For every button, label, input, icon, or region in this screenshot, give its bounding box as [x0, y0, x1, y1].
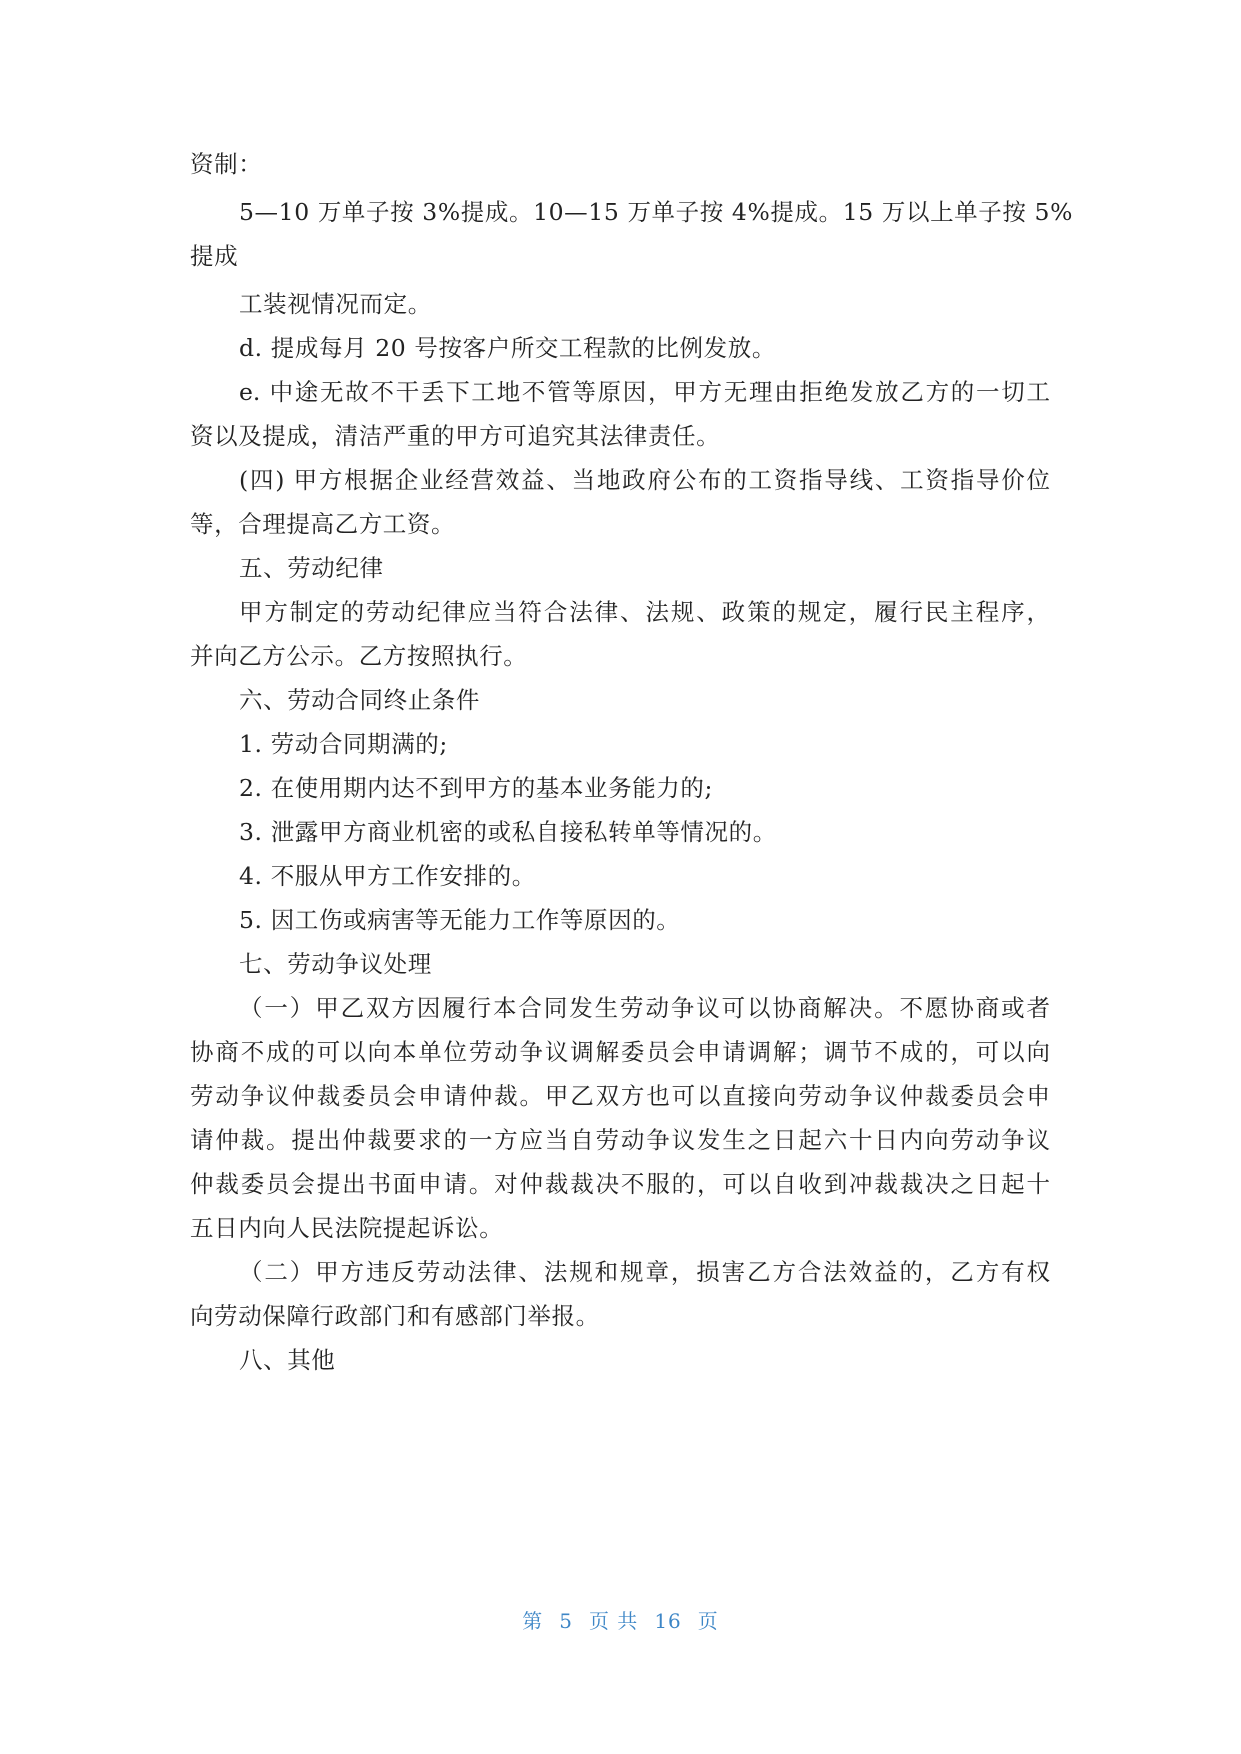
list-item: 2. 在使用期内达不到甲方的基本业务能力的; — [239, 774, 714, 802]
text-line: 请仲裁。提出仲裁要求的一方应当自劳动争议发生之日起六十日内向劳动争议 — [190, 1126, 1050, 1154]
text-line: 5—10 万单子按 3%提成。10—15 万单子按 4%提成。15 万以上单子按 5% — [239, 198, 1074, 226]
text-line: （二）甲方违反劳动法律、法规和规章，损害乙方合法效益的，乙方有权 — [239, 1258, 1050, 1286]
text-line: 甲方制定的劳动纪律应当符合法律、法规、政策的规定，履行民主程序， — [239, 598, 1050, 626]
section-heading: 八、其他 — [239, 1346, 336, 1374]
section-heading: 六、劳动合同终止条件 — [239, 686, 480, 714]
list-item: 5. 因工伤或病害等无能力工作等原因的。 — [239, 906, 681, 934]
text-line: d. 提成每月 20 号按客户所交工程款的比例发放。 — [239, 334, 776, 362]
text-line: 五日内向人民法院提起诉讼。 — [190, 1214, 504, 1242]
text-line: 向劳动保障行政部门和有感部门举报。 — [190, 1302, 600, 1330]
text-line: e. 中途无故不干丢下工地不管等原因，甲方无理由拒绝发放乙方的一切工 — [239, 378, 1050, 406]
page-label-suffix: 页 — [697, 1609, 719, 1633]
page-footer — [0, 1605, 1241, 1634]
list-item: 4. 不服从甲方工作安排的。 — [239, 862, 536, 890]
text-line: 劳动争议仲裁委员会申请仲裁。甲乙双方也可以直接向劳动争议仲裁委员会申 — [190, 1082, 1050, 1110]
text-line: 资以及提成，清洁严重的甲方可追究其法律责任。 — [190, 422, 721, 450]
text-line: (四) 甲方根据企业经营效益、当地政府公布的工资指导线、工资指导价位 — [239, 466, 1050, 494]
text-line: 提成 — [190, 242, 239, 270]
text-line: （一）甲乙双方因履行本合同发生劳动争议可以协商解决。不愿协商或者 — [239, 994, 1050, 1022]
section-heading: 七、劳动争议处理 — [239, 950, 432, 978]
text-line: 并向乙方公示。乙方按照执行。 — [190, 642, 528, 670]
text-line: 工装视情况而定。 — [239, 290, 432, 318]
text-line: 资制： — [190, 150, 263, 178]
current-page-number: 5 — [559, 1609, 573, 1633]
text-line: 等，合理提高乙方工资。 — [190, 510, 456, 538]
section-heading: 五、劳动纪律 — [239, 554, 384, 582]
page-label-prefix: 第 — [522, 1609, 544, 1633]
total-pages-number: 16 — [654, 1609, 682, 1633]
text-line: 仲裁委员会提出书面申请。对仲裁裁决不服的，可以自收到冲裁裁决之日起十 — [190, 1170, 1050, 1198]
text-line: 协商不成的可以向本单位劳动争议调解委员会申请调解；调节不成的，可以向 — [190, 1038, 1050, 1066]
list-item: 3. 泄露甲方商业机密的或私自接私转单等情况的。 — [239, 818, 777, 846]
page-label-middle: 页 共 — [588, 1609, 639, 1633]
list-item: 1. 劳动合同期满的; — [239, 730, 448, 758]
